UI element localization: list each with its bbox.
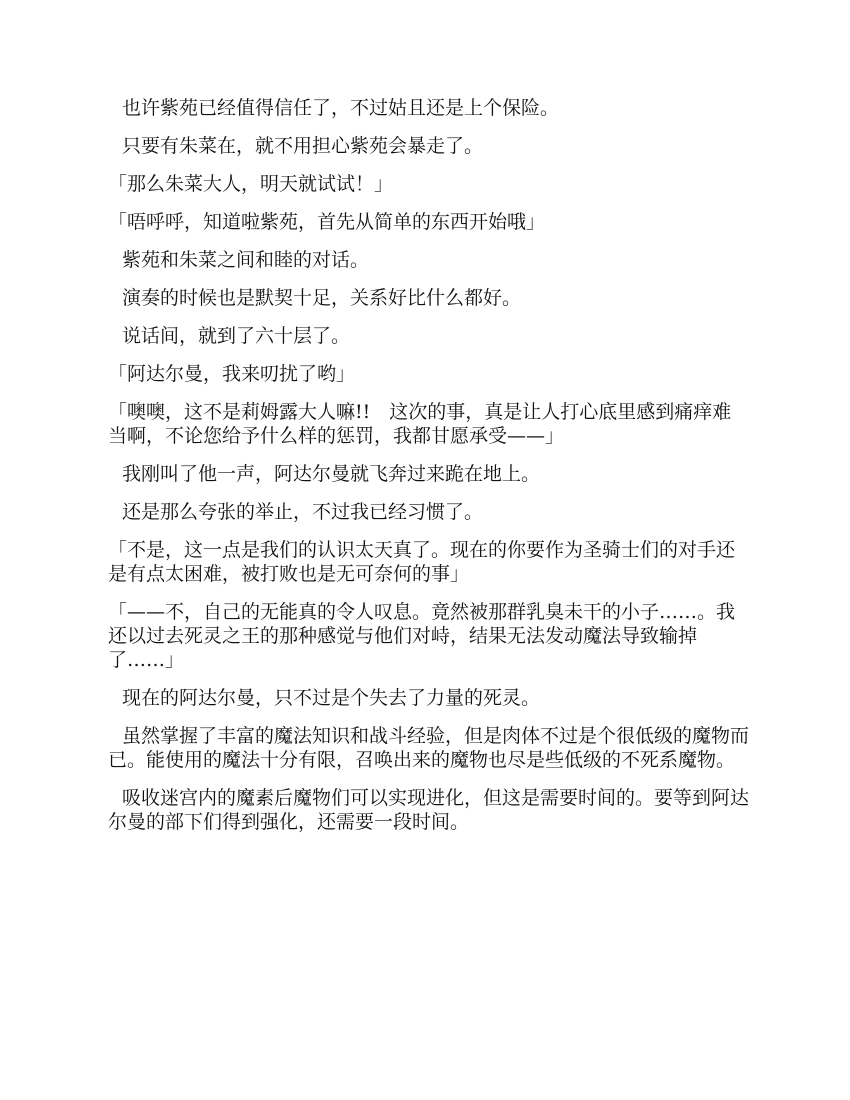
dialogue-paragraph: 「——不，自己的无能真的令人叹息。竟然被那群乳臭未干的小子……。我还以过去死灵之王的那种感觉与他们对峙，结果无法发动魔法导致输掉了……」 — [108, 601, 736, 671]
paragraph: 只要有朱菜在，就不用担心紫苑会暴走了。 — [122, 135, 484, 157]
paragraph: 我刚叫了他一声，阿达尔曼就飞奔过来跪在地上。 — [122, 463, 541, 485]
dialogue-paragraph: 「那么朱菜大人，明天就试试！」 — [108, 173, 394, 195]
document-page — [108, 96, 750, 848]
dialogue-paragraph: 「不是，这一点是我们的认识太天真了。现在的你要作为圣骑士们的对手还是有点太困难，被打败也是无可奈何的事」 — [108, 539, 736, 585]
paragraph: 紫苑和朱菜之间和睦的对话。 — [122, 249, 370, 271]
dialogue-paragraph: 「阿达尔曼，我来叨扰了哟」 — [108, 363, 356, 385]
paragraph: 现在的阿达尔曼，只不过是个失去了力量的死灵。 — [122, 687, 541, 709]
paragraph: 说话间，就到了六十层了。 — [122, 325, 351, 347]
paragraph: 也许紫苑已经值得信任了，不过姑且还是上个保险。 — [122, 97, 560, 119]
paragraph: 还是那么夸张的举止，不过我已经习惯了。 — [122, 501, 484, 523]
paragraph: 虽然掌握了丰富的魔法知识和战斗经验，但是肉体不过是个很低级的魔物而已。能使用的魔法十分有限，召唤出来的魔物也尽是些低级的不死系魔物。 — [108, 725, 750, 771]
paragraph: 吸收迷宫内的魔素后魔物们可以实现进化，但这是需要时间的。要等到阿达尔曼的部下们得到强化，还需要一段时间。 — [108, 787, 750, 833]
paragraph: 演奏的时候也是默契十足，关系好比什么都好。 — [122, 287, 522, 309]
dialogue-paragraph: 「噢噢，这不是莉姆露大人嘛!! 这次的事，真是让人打心底里感到痛痒难当啊，不论您给予什么样的惩罚，我都甘愿承受——」 — [108, 401, 732, 447]
dialogue-paragraph: 「唔呼呼，知道啦紫苑，首先从简单的东西开始哦」 — [108, 211, 546, 233]
